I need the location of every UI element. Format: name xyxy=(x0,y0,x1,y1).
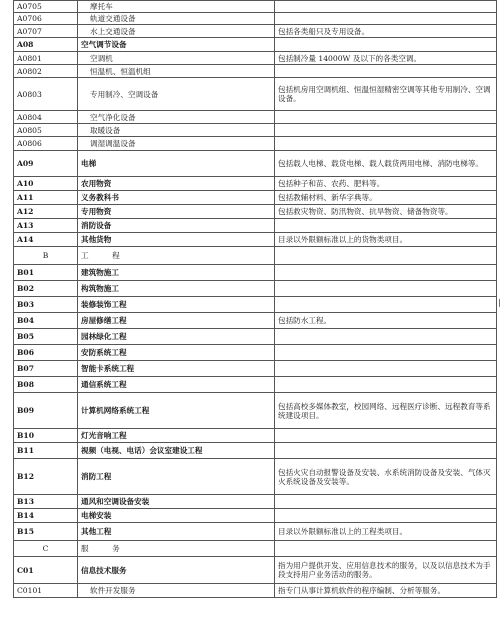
description-cell xyxy=(275,1,497,13)
code-cell: B04 xyxy=(14,313,78,329)
code-cell: B05 xyxy=(14,329,78,345)
item-name-cell: 消防设备 xyxy=(78,219,275,233)
description-cell: 指专门从事计算机软件的程序编制、分析等服务。 xyxy=(275,584,497,598)
code-cell: A0707 xyxy=(14,25,78,38)
description-cell xyxy=(275,541,497,557)
description-cell: 目录以外限额标准以上的货物类项目。 xyxy=(275,233,497,247)
item-name-cell: 取暖设备 xyxy=(78,124,275,137)
table-row xyxy=(14,191,497,205)
code-cell: A11 xyxy=(14,191,78,205)
table-row xyxy=(14,495,497,509)
code-cell: A13 xyxy=(14,219,78,233)
table-row xyxy=(14,443,497,459)
item-name-cell: 恒温机、恒温机组 xyxy=(78,65,275,78)
description-cell xyxy=(275,361,497,377)
item-name-cell: 其他工程 xyxy=(78,523,275,541)
item-name-cell: 水上交通设备 xyxy=(78,25,275,38)
item-name-cell: 摩托车 xyxy=(78,1,275,13)
code-cell: C xyxy=(14,541,78,557)
item-name-cell: 构筑物施工 xyxy=(78,281,275,297)
code-cell: A0803 xyxy=(14,78,78,111)
table-row xyxy=(14,459,497,495)
code-cell: A08 xyxy=(14,38,78,52)
code-cell: B13 xyxy=(14,495,78,509)
item-name-cell: 空调机 xyxy=(78,52,275,65)
code-cell: B07 xyxy=(14,361,78,377)
code-cell: B01 xyxy=(14,265,78,281)
description-cell xyxy=(275,297,497,313)
code-cell: A0801 xyxy=(14,52,78,65)
table-row xyxy=(14,281,497,297)
item-name-cell: 消防工程 xyxy=(78,459,275,495)
code-cell: A09 xyxy=(14,151,78,177)
description-cell: 目录以外限额标准以上的工程类项目。 xyxy=(275,523,497,541)
item-name-cell: 信息技术服务 xyxy=(78,557,275,584)
table-row xyxy=(14,509,497,523)
description-cell xyxy=(275,329,497,345)
description-cell: 包括载人电梯、载货电梯、载人载货两用电梯、消防电梯等。 xyxy=(275,151,497,177)
description-cell: 包括机房用空调机组、恒温恒湿精密空调等其他专用制冷、空调设备。 xyxy=(275,78,497,111)
description-cell: 包括种子和苗、农药、肥料等。 xyxy=(275,177,497,191)
catalog-table-body xyxy=(14,1,497,598)
description-cell: 包括各类船只及专用设备。 xyxy=(275,25,497,38)
table-row xyxy=(14,393,497,429)
item-name-cell: 房屋修缮工程 xyxy=(78,313,275,329)
item-name-cell: 调湿调温设备 xyxy=(78,137,275,151)
code-cell: A0806 xyxy=(14,137,78,151)
table-row xyxy=(14,111,497,124)
description-cell xyxy=(275,13,497,25)
description-cell xyxy=(275,345,497,361)
item-name-cell: 电梯安装 xyxy=(78,509,275,523)
description-cell: 包括火灾自动报警设备及安装、水系统消防设备及安装、气体灭火系统设备及安装等。 xyxy=(275,459,497,495)
page-edge-mark xyxy=(499,299,504,307)
description-cell xyxy=(275,65,497,78)
section-row xyxy=(14,247,497,265)
table-row xyxy=(14,78,497,111)
description-cell xyxy=(275,377,497,393)
code-cell: A0805 xyxy=(14,124,78,137)
description-cell: 包括制冷量 14000W 及以下的各类空调。 xyxy=(275,52,497,65)
table-row xyxy=(14,177,497,191)
item-name-cell: 软件开发服务 xyxy=(78,584,275,598)
code-cell: B09 xyxy=(14,393,78,429)
item-name-cell: 灯光音响工程 xyxy=(78,429,275,443)
description-cell: 包括高校多媒体教室，校园网络、远程医疗诊断、远程教育等系统建设项目。 xyxy=(275,393,497,429)
item-name-cell: 智能卡系统工程 xyxy=(78,361,275,377)
table-row xyxy=(14,377,497,393)
description-cell: 指为用户提供开发、应用信息技术的服务，以及以信息技术为手段支持用户业务活动的服务。 xyxy=(275,557,497,584)
description-cell: 包括教辅材料、新华字典等。 xyxy=(275,191,497,205)
item-name-cell: 服 务 xyxy=(78,541,275,557)
item-name-cell: 园林绿化工程 xyxy=(78,329,275,345)
code-cell: C01 xyxy=(14,557,78,584)
code-cell: B08 xyxy=(14,377,78,393)
table-row xyxy=(14,65,497,78)
table-row xyxy=(14,25,497,38)
description-cell xyxy=(275,495,497,509)
code-cell: B14 xyxy=(14,509,78,523)
table-row xyxy=(14,13,497,25)
item-name-cell: 建筑物施工 xyxy=(78,265,275,281)
table-row xyxy=(14,137,497,151)
table-row xyxy=(14,151,497,177)
code-cell: A0802 xyxy=(14,65,78,78)
code-cell: B02 xyxy=(14,281,78,297)
code-cell: B10 xyxy=(14,429,78,443)
description-cell xyxy=(275,124,497,137)
code-cell: A10 xyxy=(14,177,78,191)
table-row xyxy=(14,124,497,137)
table-row xyxy=(14,52,497,65)
description-cell xyxy=(275,247,497,265)
item-name-cell: 视频（电视、电话）会议室建设工程 xyxy=(78,443,275,459)
code-cell: A0706 xyxy=(14,13,78,25)
table-row xyxy=(14,429,497,443)
section-row xyxy=(14,541,497,557)
description-cell: 包括救灾物资、防汛物资、抗旱物资、储备物资等。 xyxy=(275,205,497,219)
table-row xyxy=(14,584,497,598)
table-row xyxy=(14,557,497,584)
item-name-cell: 义务教科书 xyxy=(78,191,275,205)
table-row xyxy=(14,233,497,247)
description-cell xyxy=(275,38,497,52)
code-cell: C0101 xyxy=(14,584,78,598)
table-row xyxy=(14,205,497,219)
code-cell: B11 xyxy=(14,443,78,459)
table-row xyxy=(14,297,497,313)
description-cell xyxy=(275,219,497,233)
item-name-cell: 其他货物 xyxy=(78,233,275,247)
table-row xyxy=(14,345,497,361)
code-cell: B xyxy=(14,247,78,265)
table-row xyxy=(14,219,497,233)
item-name-cell: 空气调节设备 xyxy=(78,38,275,52)
table-row xyxy=(14,361,497,377)
item-name-cell: 计算机网络系统工程 xyxy=(78,393,275,429)
description-cell xyxy=(275,509,497,523)
code-cell: B12 xyxy=(14,459,78,495)
table-row xyxy=(14,313,497,329)
description-cell: 包括防水工程。 xyxy=(275,313,497,329)
description-cell xyxy=(275,281,497,297)
table-row xyxy=(14,523,497,541)
description-cell xyxy=(275,429,497,443)
item-name-cell: 通信系统工程 xyxy=(78,377,275,393)
item-name-cell: 工 程 xyxy=(78,247,275,265)
code-cell: B06 xyxy=(14,345,78,361)
item-name-cell: 安防系统工程 xyxy=(78,345,275,361)
item-name-cell: 专用物资 xyxy=(78,205,275,219)
item-name-cell: 空气净化设备 xyxy=(78,111,275,124)
description-cell xyxy=(275,137,497,151)
table-row xyxy=(14,265,497,281)
table-row xyxy=(14,38,497,52)
table-row xyxy=(14,329,497,345)
description-cell xyxy=(275,111,497,124)
item-name-cell: 通风和空调设备安装 xyxy=(78,495,275,509)
code-cell: A14 xyxy=(14,233,78,247)
code-cell: B03 xyxy=(14,297,78,313)
code-cell: A12 xyxy=(14,205,78,219)
item-name-cell: 农用物资 xyxy=(78,177,275,191)
description-cell xyxy=(275,443,497,459)
item-name-cell: 电梯 xyxy=(78,151,275,177)
code-cell: A0705 xyxy=(14,1,78,13)
item-name-cell: 轨道交通设备 xyxy=(78,13,275,25)
item-name-cell: 装修装饰工程 xyxy=(78,297,275,313)
code-cell: B15 xyxy=(14,523,78,541)
table-row xyxy=(14,1,497,13)
procurement-catalog-table xyxy=(13,0,497,598)
code-cell: A0804 xyxy=(14,111,78,124)
description-cell xyxy=(275,265,497,281)
item-name-cell: 专用制冷、空调设备 xyxy=(78,78,275,111)
